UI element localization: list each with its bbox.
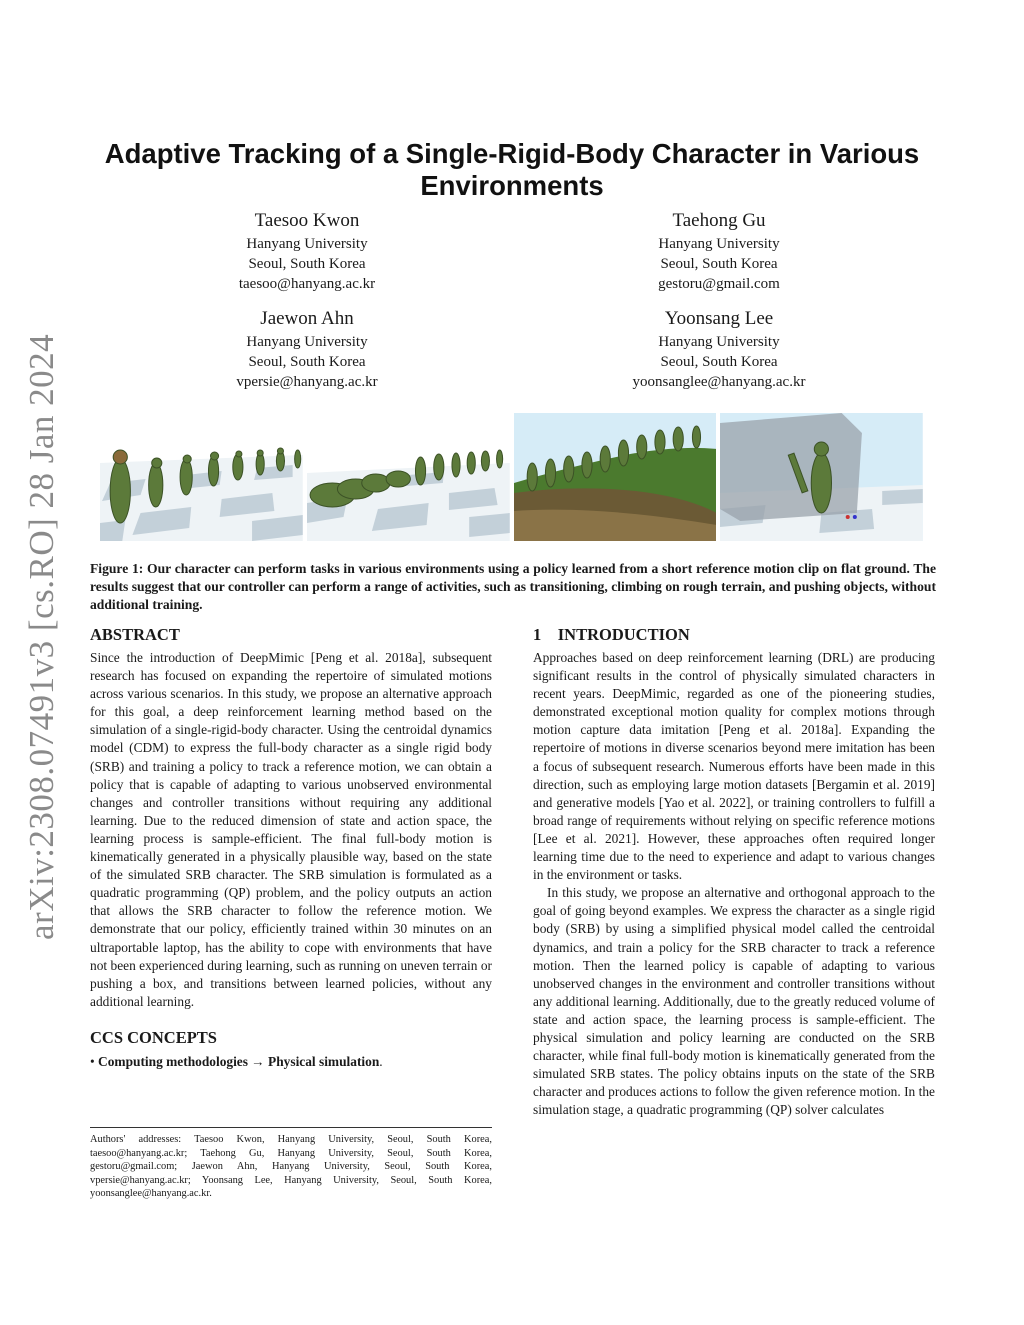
author-name: Taesoo Kwon	[254, 210, 360, 231]
ccs-concepts	[90, 1053, 492, 1071]
paper-title: Adaptive Tracking of a Single-Rigid-Body Character in Various Environments	[104, 138, 920, 201]
author-block	[539, 307, 899, 392]
arxiv-identifier: arXiv:2308.07491v3 [cs.RO] 28 Jan 2024	[22, 333, 61, 940]
right-column	[533, 624, 935, 1119]
footnote-rule	[90, 1127, 492, 1128]
author-block	[127, 209, 487, 294]
author-location: Seoul, South Korea	[660, 256, 778, 272]
abstract-text: Since the introduction of DeepMimic [Peng et al. 2018a], subsequent research has focused on expanding the repertoire of simulated motions across various scenarios. In this study, we propose an alternative approach for this goal, a deep reinforcement learning method based on the simulation of a single-rigid-body character. Using the centroidal dynamics model (CDM) to express the full-body character as a single rigid body (SRB) and training a policy to track a reference motion, we can obtain a policy that is capable of adapting to various unobserved environmental changes and controller transitions without requiring any additional learning. Due to the reduced dimension of state and action space, the learning process is sample-efficient. The final full-body motion is kinematically generated in a physically plausible way, based on the state of the simulated SRB character. The SRB simulation is formulated as a quadratic programming (QP) problem, and the policy outputs an action that allows the SRB character to follow the reference motion. We demonstrate that our policy, efficiently trained within 30 minutes on an ultraportable laptop, has the ability to cope with environments that have not been experienced during learning, such as running on uneven terrain or pushing a box, and transitions between learned policies, without any additional learning.	[90, 650, 492, 1009]
ccs-bullet: •	[90, 1053, 99, 1069]
author-name: Yoonsang Lee	[664, 308, 774, 329]
ccs-period: .	[379, 1053, 383, 1069]
introduction-paragraph: Approaches based on deep reinforcement learning (DRL) are producing significant results in the control of physically simulated characters in recent years. DeepMimic, regarded as one of the pioneering studies, demonstrated exceptional motion quality for complex motions through motion capture data imitation [Peng et al. 2018a]. Expanding the repertoire of motions in diverse scenarios beyond mere imitation has been a focus of subsequent research. Numerous efforts have been made in this direction, such as employing large motion datasets [Bergamin et al. 2019] and generative models [Yao et al. 2022], or training controllers to fulfill a broad range of requirements without relying on specific reference motions [Lee et al. 2021]. However, these approaches often required longer learning time due to the need to experience and adapt to various changes in the environment or tasks.	[533, 650, 935, 883]
introduction-paragraph: In this study, we propose an alternative and orthogonal approach to the goal of going beyond examples. We express the character as a single rigid body (SRB) by using a simplified physical model called the centroidal dynamics, and train a policy for the SRB character to track a reference motion. Then the learned policy is capable of adapting to various unobserved changes in the environment and controller transitions without any additional learning. Additionally, due to the greatly reduced volume of state and action space, the learning process is sample-efficient. The physical simulation and policy learning are conducted on the SRB character, while final full-body motion is kinematically generated from the simulated SRB states. The policy obtains inputs on the state of the SRB character and produces actions to follow the given reference motion. In the simulation stage, a quadratic programming (QP) solver calculates	[533, 885, 935, 1118]
author-email: taesoo@hanyang.ac.kr	[238, 276, 376, 292]
author-location: Seoul, South Korea	[660, 354, 778, 370]
introduction-heading: 1 INTRODUCTION	[533, 625, 690, 644]
abstract-heading: ABSTRACT	[90, 625, 180, 644]
author-name: Taehong Gu	[672, 210, 766, 231]
author-name: Jaewon Ahn	[260, 308, 354, 329]
figure-panel-transition	[307, 413, 510, 541]
figure-panel-box-pushing	[720, 413, 923, 541]
author-affiliation: Hanyang University	[658, 334, 780, 350]
author-email: gestoru@gmail.com	[658, 276, 780, 292]
author-affiliation: Hanyang University	[658, 236, 780, 252]
left-column	[90, 624, 492, 1071]
author-location: Seoul, South Korea	[248, 256, 366, 272]
author-block	[127, 307, 487, 392]
ccs-concept: Computing methodologies → Physical simulation	[98, 1053, 380, 1069]
author-email: vpersie@hanyang.ac.kr	[236, 374, 378, 390]
author-affiliation: Hanyang University	[246, 236, 368, 252]
figure-panel-rough-terrain	[514, 413, 717, 541]
author-location: Seoul, South Korea	[248, 354, 366, 370]
authors-addresses-footnote: Authors' addresses: Taesoo Kwon, Hanyang University, Seoul, South Korea, taesoo@hanyang.ac.kr; Taehong Gu, Hanyang University, Seoul, South Korea, gestoru@gmail.com; Jaewon Ahn, Hanyang University, Seoul, South Korea, vpersie@hanyang.ac.kr; Yoonsang Lee, Hanyang University, Seoul, South Korea, yoonsanglee@hanyang.ac.kr.	[90, 1134, 492, 1199]
teaser-figure	[100, 413, 923, 541]
figure-caption: Figure 1: Our character can perform tasks in various environments using a policy learned from a short reference motion clip on flat ground. The results suggest that our controller can perform a range of activities, such as transitioning, climbing on rough terrain, and pushing objects, without additional training.	[90, 561, 936, 612]
figure-panel-running	[100, 413, 303, 541]
author-email: yoonsanglee@hanyang.ac.kr	[632, 374, 806, 390]
author-affiliation: Hanyang University	[246, 334, 368, 350]
author-block	[539, 209, 899, 294]
ccs-heading: CCS CONCEPTS	[90, 1027, 217, 1047]
